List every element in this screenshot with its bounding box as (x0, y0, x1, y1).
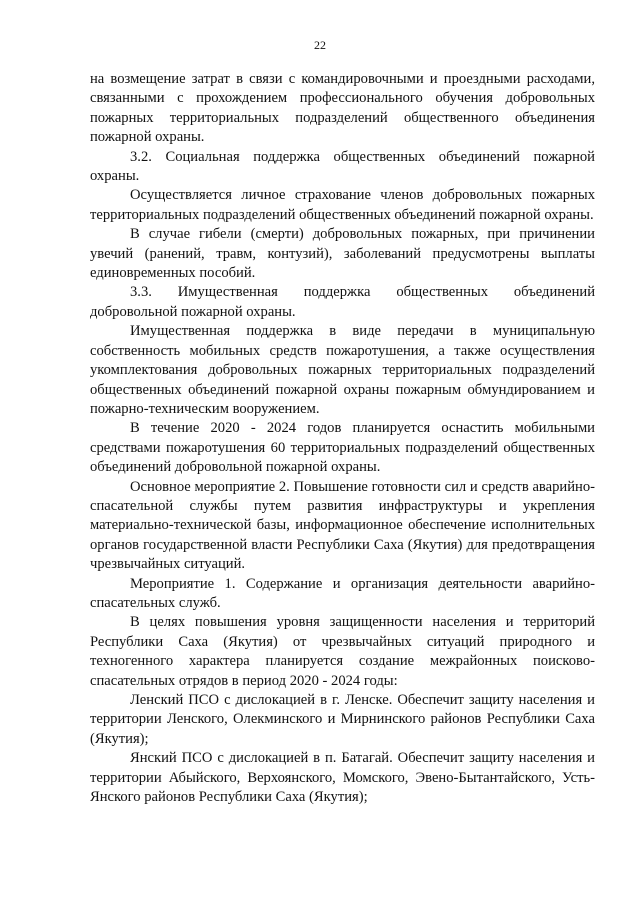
paragraph-social-support-heading: 3.2. Социальная поддержка общественных объединений пожарной охраны. (90, 148, 595, 185)
paragraph-insurance: Осуществляется личное страхование членов добровольных пожарных территориальных подразделений общественных объединений пожарной охраны. (90, 187, 595, 223)
paragraph-expense-compensation: на возмещение затрат в связи с командировочными и проездными расходами, связанными с прохождением профессионального обучения добровольных пожарных территориальных подразделений общественного объединения пожарной охраны. (90, 71, 595, 146)
paragraph-measure-1: Мероприятие 1. Содержание и организация деятельности аварийно-спасательных служб. (90, 575, 595, 611)
paragraph-main-measure-2: Основное мероприятие 2. Повышение готовности сил и средств аварийно-спасательной службы путем развития инфраструктуры и укрепления материально-технической базы, информационное обеспечение исполнительных органов государственной власти Республики Саха (Якутия) для предотвращения чрезвычайных ситуаций. (90, 478, 595, 573)
paragraph-death-injury-payments: В случае гибели (смерти) добровольных пожарных, при причинении увечий (ранений, травм, контузий), заболеваний предусмотрены выплаты единовременных пособий. (90, 226, 595, 282)
paragraph-rescue-units-plan: В целях повышения уровня защищенности населения и территорий Республики Саха (Якутия) от чрезвычайных ситуаций природного и техногенного характера планируется создание межрайонных поисково-спасательных отрядов в период 2020 - 2024 годы: (90, 614, 595, 689)
paragraph-yansky-pso: Янский ПСО с дислокацией в п. Батагай. Обеспечит защиту населения и территории Абыйского, Верхоянского, Момского, Эвено-Бытантайского, Усть-Янского районов Республики Саха (Якутия); (90, 750, 595, 806)
document-body (90, 70, 595, 807)
paragraph-equipment-plan: В течение 2020 - 2024 годов планируется оснастить мобильными средствами пожаротушения 60 территориальных подразделений общественных объединений добровольной пожарной охраны. (90, 420, 595, 476)
page-number: 22 (314, 38, 326, 52)
paragraph-lensky-pso: Ленский ПСО с дислокацией в г. Ленске. Обеспечит защиту населения и территории Ленского, Олекминского и Мирнинского районов Республики Саха (Якутия); (90, 692, 595, 747)
paragraph-property-support-heading: 3.3. Имущественная поддержка общественных объединений добровольной пожарной охраны. (90, 284, 595, 320)
paragraph-property-support: Имущественная поддержка в виде передачи в муниципальную собственность мобильных средств пожаротушения, а также осуществления укомплектования добровольных пожарных территориальных подразделений общественных объединений пожарной охраны пожарным обмундированием и пожарно-техническим вооружением. (90, 323, 595, 417)
